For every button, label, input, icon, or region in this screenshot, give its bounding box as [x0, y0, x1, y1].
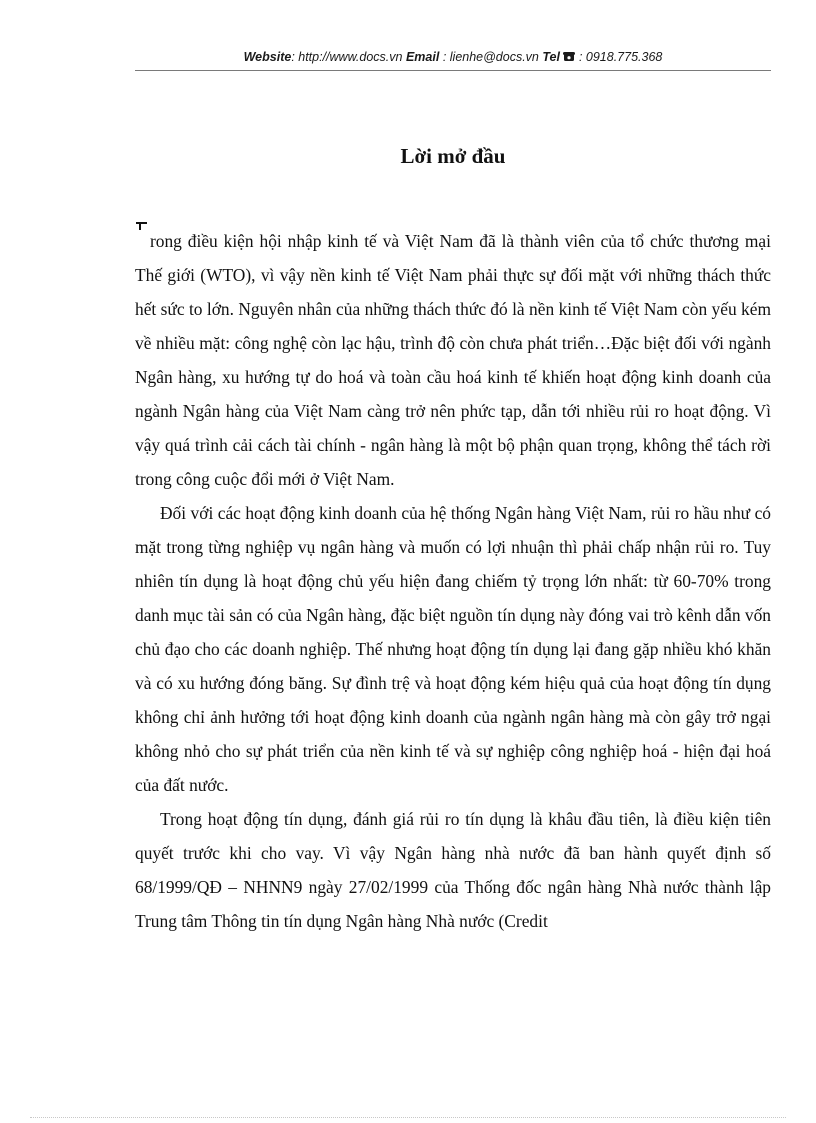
tel-value: : 0918.775.368 [578, 50, 663, 64]
drop-cap-t-icon [135, 234, 149, 247]
footer-divider [30, 1117, 786, 1118]
paragraph-2: Đối với các hoạt động kinh doanh của hệ thống Ngân hàng Việt Nam, rủi ro hầu như có mặt trong từng nghiệp vụ ngân hàng và muốn có lợi nhuận thì phải chấp nhận rủi ro. Tuy nhiên tín dụng là hoạt động chủ yếu hiện đang chiếm tỷ trọng lớn nhất: từ 60-70% trong danh mục tài sản có của Ngân hàng, đặc biệt nguồn tín dụng này đóng vai trò kênh dẫn vốn chủ đạo cho các doanh nghiệp. Thế nhưng hoạt động tín dụng lại đang gặp nhiều khó khăn và có xu hướng đóng băng. Sự đình trệ và hoạt động kém hiệu quả của hoạt động tín dụng không chỉ ảnh hưởng tới hoạt động kinh doanh của ngành ngân hàng mà còn gây trở ngại không nhỏ cho sự phát triển của nền kinh tế và sự nghiệp công nghiệp hoá - hiện đại hoá của đất nước. [135, 503, 771, 795]
page-header [135, 50, 771, 64]
paragraph-1 [135, 224, 771, 496]
paragraph-1-text: rong điều kiện hội nhập kinh tế và Việt Nam đã là thành viên của tổ chức thương mại Thế giới (WTO), vì vậy nền kinh tế Việt Nam phải thực sự đối mặt với những thách thức hết sức to lớn. Nguyên nhân của những thách thức đó là nền kinh tế Việt Nam còn yếu kém về nhiều mặt: công nghệ còn lạc hậu, trình độ còn chưa phát triển…Đặc biệt đối với ngành Ngân hàng, xu hướng tự do hoá và toàn cầu hoá kinh tế khiến hoạt động kinh doanh của ngành Ngân hàng của Việt Nam càng trở nên phức tạp, dẫn tới nhiều rủi ro hoạt động. Vì vậy quá trình cải cách tài chính - ngân hàng là một bộ phận quan trọng, không thể tách rời trong công cuộc đổi mới ở Việt Nam. [135, 231, 771, 489]
header-divider [135, 70, 771, 71]
website-label: Website [243, 50, 292, 64]
phone-icon [563, 50, 578, 64]
website-value: : http://www.docs.vn [291, 50, 403, 64]
document-title: Lời mở đầu [400, 144, 506, 168]
paragraph-3: Trong hoạt động tín dụng, đánh giá rủi ro tín dụng là khâu đầu tiên, là điều kiện tiên quyết trước khi cho vay. Vì vậy Ngân hàng nhà nước đã ban hành quyết định số 68/1999/QĐ – NHNN9 ngày 27/02/1999 của Thống đốc ngân hàng Nhà nước thành lập Trung tâm Thông tin tín dụng Ngân hàng Nhà nước (Credit [135, 809, 771, 931]
document-body [135, 224, 771, 938]
email-label: Email [405, 50, 440, 64]
tel-label: Tel [542, 50, 560, 64]
email-value: : lienhe@docs.vn [442, 50, 539, 64]
